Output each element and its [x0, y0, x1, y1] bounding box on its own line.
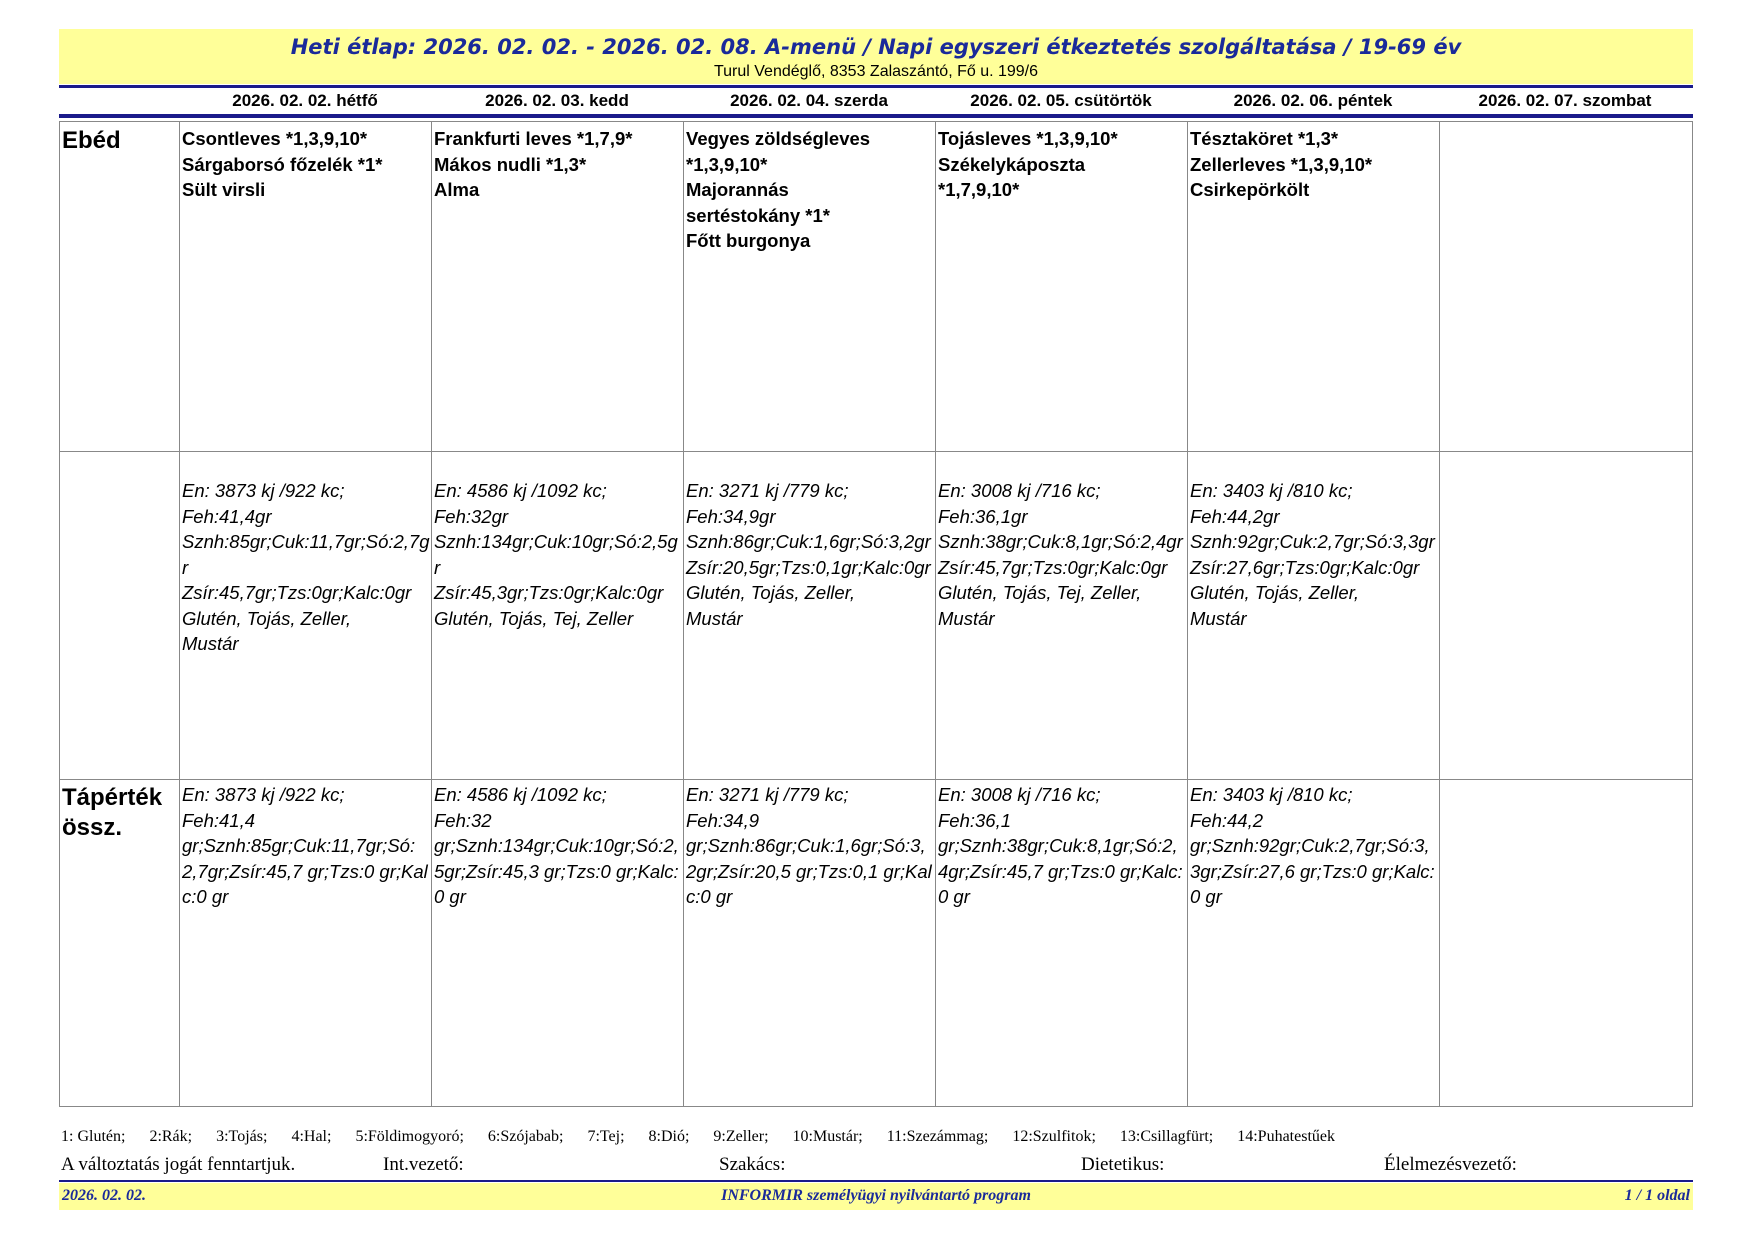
nutrition-cell-thu [938, 478, 1186, 631]
allergen-item: 3:Tojás; [216, 1128, 268, 1145]
cell-line: Sznh:92gr;Cuk:2,7gr;Só:3,3gr [1190, 531, 1435, 552]
cell-line: Feh:41,4gr [182, 505, 272, 527]
cell-line: Glutén, Tojás, Tej, Zeller [434, 607, 634, 629]
row-label-lunch: Ebéd [62, 127, 121, 154]
footer-band [59, 1183, 1693, 1210]
cell-line: gr;Sznh:38gr;Cuk:8,1gr;Só:2,4gr;Zsír:45,7 gr;Tzs:0 gr;Kalc:0 gr [938, 835, 1183, 907]
catering-manager-signature-label: Élelmezésvezető: [1384, 1154, 1517, 1175]
nutrition-cell-wed [686, 478, 934, 631]
cell-line: Főtt burgonya [686, 230, 811, 251]
row-label-totals-line1: Tápérték [62, 784, 163, 811]
allergen-legend [61, 1128, 1691, 1146]
cell-line: Feh:32gr [434, 505, 509, 527]
menu-cell-wed [686, 126, 934, 254]
cell-line: Zsír:45,7gr;Tzs:0gr;Kalc:0gr [938, 556, 1168, 578]
grid-line [59, 779, 1693, 780]
cell-line: Majorannás [686, 179, 789, 200]
cell-line: Sárgaborsó főzelék *1* [182, 153, 383, 175]
cell-line: Zellerleves *1,3,9,10* [1190, 153, 1373, 175]
page-title: Heti étlap: 2026. 02. 02. - 2026. 02. 08. A-menü / Napi egyszeri étkeztetés szolgáltatása / 19-69 év [290, 35, 1462, 59]
cell-line: Sült virsli [182, 179, 266, 200]
dietitian-signature-label: Dietetikus: [1081, 1154, 1165, 1175]
cell-line: Feh:36,1gr [938, 505, 1028, 527]
cell-line: Vegyes zöldségleves [686, 128, 871, 149]
grid-line [59, 121, 60, 1107]
cell-line: Glutén, Tojás, Zeller, [686, 582, 855, 603]
footer-page-number: 1 / 1 oldal [1624, 1187, 1690, 1204]
menu-cell-mon [182, 126, 430, 203]
cell-line: Feh:44,2gr [1190, 505, 1280, 527]
cell-line: Feh:34,9gr [686, 505, 776, 527]
totals-cell-wed [686, 782, 934, 910]
header-rule [59, 85, 1693, 88]
allergen-item: 7:Tej; [587, 1128, 625, 1145]
totals-cell-fri [1190, 782, 1438, 910]
cell-line: Sznh:86gr;Cuk:1,6gr;Só:3,2gr [686, 531, 931, 552]
cell-line: Feh:41,4 [182, 809, 256, 831]
totals-cell-tue [434, 782, 682, 910]
allergen-item: 11:Szezámmag; [886, 1128, 989, 1145]
grid-line [59, 121, 1693, 122]
day-header-sat: 2026. 02. 07. szombat [1478, 91, 1652, 110]
row-label-totals [62, 783, 162, 843]
grid-line [1187, 121, 1188, 1107]
allergen-item: 1: Glutén; [61, 1128, 126, 1145]
cell-line: Mustár [182, 633, 239, 654]
menu-cell-tue [434, 126, 682, 203]
cell-line: gr;Sznh:134gr;Cuk:10gr;Só:2,5gr;Zsír:45,3 gr;Tzs:0 gr;Kalc:0 gr [434, 835, 679, 907]
day-header-wed: 2026. 02. 04. szerda [730, 91, 888, 110]
cell-line: Mustár [686, 607, 743, 629]
cell-line: *1,7,9,10* [938, 179, 1020, 200]
nutrition-cell-mon [182, 478, 430, 657]
footer-date: 2026. 02. 02. [62, 1187, 146, 1204]
menu-cell-fri [1190, 126, 1438, 203]
cell-line: Csirkepörkölt [1190, 179, 1310, 200]
grid-line [1439, 121, 1440, 1107]
cell-line: *1,3,9,10* [686, 153, 768, 175]
grid-line [431, 121, 432, 1107]
day-header-thu: 2026. 02. 05. csütörtök [970, 91, 1152, 110]
allergen-item: 10:Mustár; [792, 1128, 863, 1145]
allergen-item: 13:Csillagfürt; [1119, 1128, 1214, 1145]
cook-signature-label: Szakács: [719, 1154, 786, 1175]
cell-line: Sznh:38gr;Cuk:8,1gr;Só:2,4gr [938, 531, 1183, 552]
cell-line: Székelykáposzta [938, 153, 1086, 175]
cell-line: Zsír:27,6gr;Tzs:0gr;Kalc:0gr [1190, 556, 1420, 578]
cell-line: Feh:32 [434, 809, 492, 831]
allergen-item: 12:Szulfitok; [1012, 1128, 1096, 1145]
allergen-item: 9:Zeller; [713, 1128, 769, 1145]
cell-line: Feh:34,9 [686, 809, 760, 831]
cell-line: En: 3271 kj /779 kc; [686, 784, 849, 805]
cell-line: En: 3403 kj /810 kc; [1190, 784, 1353, 805]
cell-line: Glutén, Tojás, Tej, Zeller, [938, 582, 1142, 603]
day-header-tue: 2026. 02. 03. kedd [485, 91, 629, 110]
page-subtitle: Turul Vendéglő, 8353 Zalaszántó, Fő u. 199/6 [713, 63, 1039, 80]
grid-line [935, 121, 936, 1107]
allergen-item: 5:Földimogyoró; [355, 1128, 464, 1145]
cell-line: Mákos nudli *1,3* [434, 153, 587, 175]
cell-line: En: 3008 kj /716 kc; [938, 784, 1101, 805]
row-label-totals-line2: össz. [62, 814, 123, 841]
cell-line: Sznh:85gr;Cuk:11,7gr;Só:2,7gr [182, 531, 430, 578]
nutrition-cell-tue [434, 478, 682, 631]
cell-line: Zsír:45,3gr;Tzs:0gr;Kalc:0gr [434, 582, 664, 603]
cell-line: Feh:36,1 [938, 809, 1012, 831]
grid-line [179, 121, 180, 1107]
cell-line: Feh:44,2 [1190, 809, 1264, 831]
day-header-mon: 2026. 02. 02. hétfő [232, 91, 378, 110]
cell-line: Csontleves *1,3,9,10* [182, 128, 368, 149]
days-rule [59, 114, 1693, 118]
day-header-fri: 2026. 02. 06. péntek [1233, 91, 1393, 110]
cell-line: gr;Sznh:86gr;Cuk:1,6gr;Só:3,2gr;Zsír:20,5 gr;Tzs:0,1 gr;Kalc:0 gr [686, 835, 932, 907]
grid-line [1692, 121, 1693, 1107]
cell-line: gr;Sznh:85gr;Cuk:11,7gr;Só:2,7gr;Zsír:45,7 gr;Tzs:0 gr;Kalc:0 gr [182, 835, 428, 907]
allergen-item: 4:Hal; [291, 1128, 332, 1145]
cell-line: En: 3271 kj /779 kc; [686, 480, 849, 501]
cell-line: Glutén, Tojás, Zeller, [1190, 582, 1359, 603]
totals-cell-thu [938, 782, 1186, 910]
cell-line: Frankfurti leves *1,7,9* [434, 128, 633, 149]
header-band [59, 29, 1693, 84]
cell-line: Tojásleves *1,3,9,10* [938, 128, 1118, 149]
totals-cell-mon [182, 782, 430, 910]
manager-signature-label: Int.vezető: [383, 1154, 464, 1175]
grid-line [59, 1106, 1693, 1107]
change-notice: A változtatás jogát fenntartjuk. [61, 1154, 296, 1175]
cell-line: sertéstokány *1* [686, 204, 830, 226]
footer-program: INFORMIR személyügyi nyilvántartó program [721, 1187, 1031, 1204]
menu-cell-thu [938, 126, 1186, 203]
allergen-item: 6:Szójabab; [487, 1128, 564, 1145]
cell-line: gr;Sznh:92gr;Cuk:2,7gr;Só:3,3gr;Zsír:27,6 gr;Tzs:0 gr;Kalc:0 gr [1190, 835, 1435, 907]
cell-line: En: 3873 kj /922 kc; [182, 784, 345, 805]
cell-line: Alma [434, 179, 480, 200]
cell-line: Sznh:134gr;Cuk:10gr;Só:2,5gr [434, 531, 678, 578]
cell-line: En: 3008 kj /716 kc; [938, 480, 1101, 501]
nutrition-cell-fri [1190, 478, 1438, 631]
cell-line: Zsír:45,7gr;Tzs:0gr;Kalc:0gr [182, 582, 412, 603]
footer-rule [59, 1180, 1693, 1182]
cell-line: Zsír:20,5gr;Tzs:0,1gr;Kalc:0gr [686, 556, 931, 578]
cell-line: En: 3403 kj /810 kc; [1190, 480, 1353, 501]
allergen-item: 2:Rák; [149, 1128, 193, 1145]
cell-line: Tésztaköret *1,3* [1190, 128, 1339, 149]
day-header-row [59, 89, 1693, 113]
signature-row [61, 1154, 1691, 1178]
grid-line [59, 451, 1693, 452]
cell-line: Mustár [1190, 607, 1247, 629]
grid-line [683, 121, 684, 1107]
cell-line: Mustár [938, 607, 995, 629]
allergen-item: 14:Puhatestűek [1237, 1128, 1335, 1145]
cell-line: Glutén, Tojás, Zeller, [182, 607, 351, 629]
cell-line: En: 4586 kj /1092 kc; [434, 784, 607, 805]
cell-line: En: 3873 kj /922 kc; [182, 480, 345, 501]
allergen-item: 8:Dió; [648, 1128, 690, 1145]
cell-line: En: 4586 kj /1092 kc; [434, 480, 607, 501]
